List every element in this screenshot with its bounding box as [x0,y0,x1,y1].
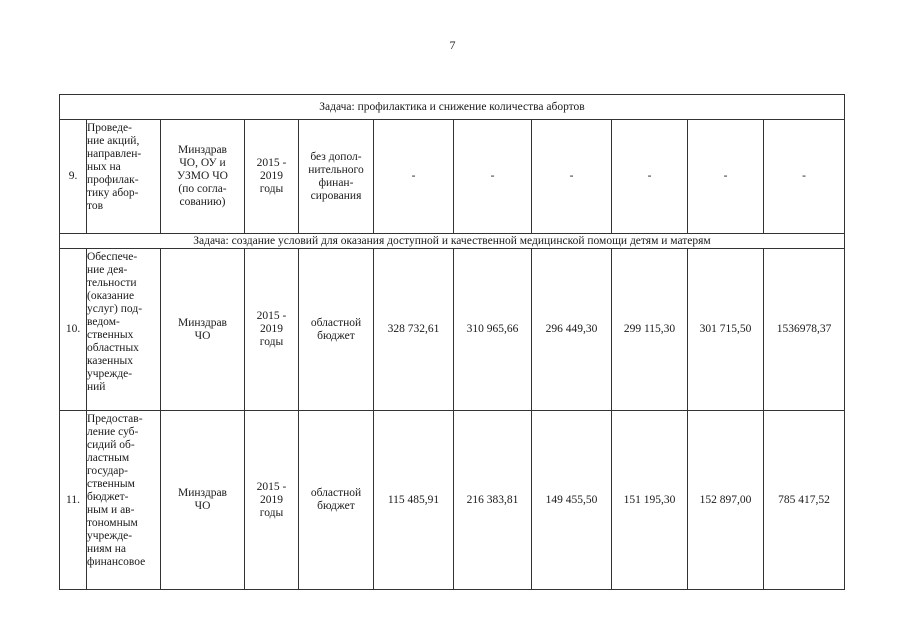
period-line: годы [259,336,284,348]
activity-name-line: направлен- [87,148,142,160]
activity-name-line: ным и ав- [87,504,135,516]
executor [161,411,245,590]
activity-name-line: учрежде- [87,368,133,380]
funding-value: 1536978,37 [764,249,845,411]
funding-source-line: сирования [310,189,362,202]
executor-line: ЧО [194,329,211,342]
period-line: 2015 - [256,157,287,169]
activity-name-line: финансовое [87,556,146,568]
funding-source-line: бюджет [317,329,355,342]
period-line: годы [259,506,284,519]
activity-name-line: профилак- [87,174,139,186]
executor-line: ЧО [194,500,211,512]
activity-name-line: тов [87,200,104,212]
activity-name-line: государ- [87,465,128,477]
executor-line: УЗМО ЧО [177,170,228,182]
funding-value: - [764,120,845,234]
table-row [60,249,845,411]
program-table [59,94,845,590]
funding-value: 151 195,30 [612,411,688,590]
activity-name [87,249,161,411]
funding-value: 149 455,50 [532,411,612,590]
task-row [60,234,845,249]
activity-name [87,120,161,234]
funding-source-line: областной [310,487,362,499]
period [245,249,299,411]
funding-source-line: без допол- [310,150,362,163]
activity-name-line: сидий об- [87,439,135,451]
page-number: 7 [449,38,456,52]
funding-value: 296 449,30 [532,249,612,411]
funding-value: - [688,120,764,234]
activity-name-line: ний [87,381,106,393]
activity-name-line: тику абор- [87,187,139,199]
activity-name-line: ных на [87,161,121,173]
executor-line: Минздрав [177,144,227,156]
executor-line: сованию) [179,196,226,208]
period-line: 2019 [260,170,283,182]
activity-name-line: услуг) под- [87,303,143,315]
activity-name-line: ние дея- [87,264,128,276]
executor [161,120,245,234]
task-heading: Задача: создание условий для оказания доступной и качественной медицинской помощи детям и матерям [60,234,845,249]
funding-source [299,120,374,234]
executor-line: ЧО, ОУ и [179,157,226,169]
period-line: 2019 [260,323,283,335]
funding-value: 115 485,91 [374,411,454,590]
funding-value: 785 417,52 [764,411,845,590]
activity-name-line: Проведе- [87,122,132,134]
funding-source [299,411,374,590]
row-number: 9. [60,120,87,234]
row-number: 10. [60,249,87,411]
activity-name-line: тельности [87,277,137,289]
task-row [60,95,845,120]
activity-name-line: ление суб- [87,426,139,438]
executor-line: Минздрав [177,487,227,499]
funding-value: - [374,120,454,234]
period-line: 2019 [260,493,283,506]
table-row [60,120,845,234]
funding-value: 328 732,61 [374,249,454,411]
activity-name-line: (оказание [87,290,135,302]
activity-name-line: учрежде- [87,530,133,542]
executor-line: (по согла- [178,183,227,195]
funding-value: 301 715,50 [688,249,764,411]
period-line: годы [259,183,284,195]
activity-name-line: тономным [87,517,138,529]
table-row [60,411,845,590]
task-heading: Задача: профилактика и снижение количества абортов [60,95,845,120]
funding-value: 310 965,66 [454,249,532,411]
activity-name-line: ственным [87,478,135,490]
funding-source [299,249,374,411]
activity-name-line: казенных [87,355,133,367]
funding-value: - [532,120,612,234]
executor-line: Минздрав [177,316,227,329]
funding-value: 152 897,00 [688,411,764,590]
period [245,120,299,234]
funding-source-line: финан- [318,176,354,189]
period-line: 2015 - [256,480,287,493]
activity-name-line: ниям на [87,543,127,555]
executor [161,249,245,411]
funding-source-line: областной [310,316,362,329]
funding-value: - [612,120,688,234]
period-line: 2015 - [256,310,287,322]
activity-name-line: ластным [87,452,130,464]
activity-name-line: ние акций, [87,135,140,147]
funding-value: - [454,120,532,234]
activity-name-line: бюджет- [87,491,129,503]
activity-name-line: Обеспече- [87,251,138,263]
activity-name-line: ственных [87,329,134,341]
activity-name-line: областных [87,342,139,354]
funding-value: 299 115,30 [612,249,688,411]
funding-value: 216 383,81 [454,411,532,590]
activity-name [87,411,161,590]
activity-name-line: Предостав- [87,413,143,425]
activity-name-line: ведом- [87,316,120,328]
funding-source-line: нительного [308,163,364,176]
period [245,411,299,590]
row-number: 11. [60,411,87,590]
funding-source-line: бюджет [317,500,355,512]
